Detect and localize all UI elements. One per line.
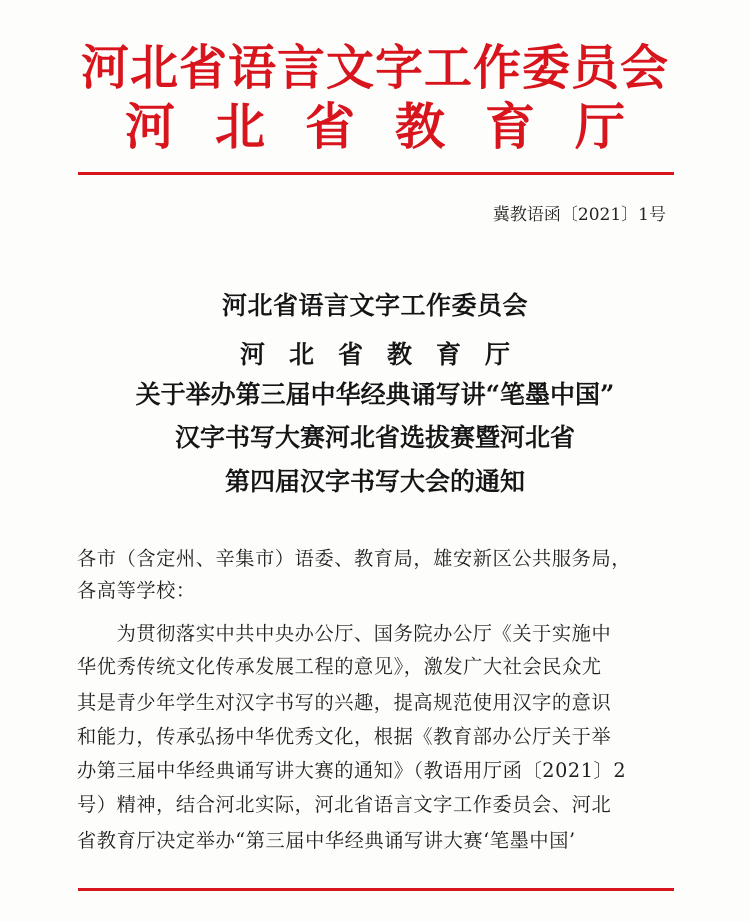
title-line-4: 汉字书写大赛河北省选拔赛暨河北省 xyxy=(174,423,575,452)
red-divider-top xyxy=(78,172,674,175)
title-line-3: 关于举办第三届中华经典诵写讲“笔墨中国” xyxy=(135,380,615,409)
body-paragraph-line: 省教育厅决定举办“第三届中华经典诵写讲大赛‘笔墨中国’ xyxy=(77,829,576,852)
title-line-5: 第四届汉字书写大会的通知 xyxy=(224,467,525,496)
issuer-header-department: 河北省教育厅 xyxy=(125,98,665,156)
body-paragraph-line: 其是青少年学生对汉字书写的兴趣，提高规范使用汉字的意识 xyxy=(77,691,612,714)
title-line-1: 河北省语言文字工作委员会 xyxy=(221,291,528,320)
addressee-line-1: 各市（含定州、辛集市）语委、教育局，雄安新区公共服务局， xyxy=(77,547,632,570)
body-paragraph-line: 华优秀传统文化传承发展工程的意见》，激发广大社会民众尤 xyxy=(77,655,602,678)
addressee-line-2: 各高等学校： xyxy=(77,579,196,602)
body-paragraph-line: 办第三届中华经典诵写讲大赛的通知》（教语用厅函〔2021〕2 xyxy=(77,759,627,782)
body-paragraph-line: 和能力，传承弘扬中华优秀文化，根据《教育部办公厅关于举 xyxy=(77,725,612,748)
red-divider-bottom xyxy=(78,888,674,891)
body-paragraph-line: 为贯彻落实中共中央办公厅、国务院办公厅《关于实施中 xyxy=(77,622,612,645)
issuer-header-committee: 河北省语言文字工作委员会 xyxy=(80,40,669,96)
document-number: 冀教语函〔2021〕1号 xyxy=(492,205,666,225)
body-paragraph-line: 号）精神，结合河北实际，河北省语言文字工作委员会、河北 xyxy=(77,793,612,816)
title-line-2: 河北省教育厅 xyxy=(239,340,534,369)
